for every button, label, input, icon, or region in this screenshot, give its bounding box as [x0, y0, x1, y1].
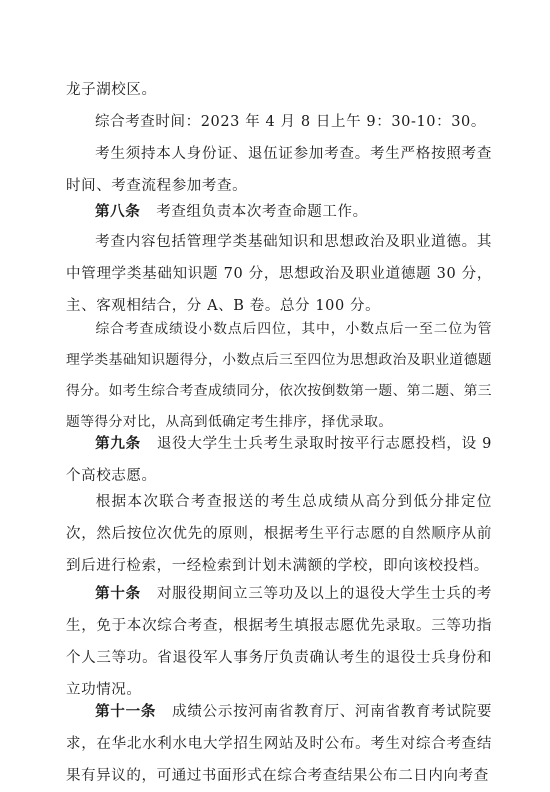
paragraph-8 — [66, 486, 492, 582]
paragraph-2 — [66, 106, 492, 138]
paragraph-3 — [66, 138, 492, 202]
paragraph-text: 成绩公示按河南省教育厅、河南省教育考试院要求，在华北水利水电大学招生网站及时公布。考生对综合考查结果有异议的，可通过书面形式在综合考查结果公布二日内向考查 — [66, 704, 492, 784]
article-heading: 第八条 — [95, 204, 141, 220]
paragraph-7 — [66, 428, 492, 492]
paragraph-text: 综合考查成绩设小数点后四位，其中，小数点后一至二位为管理学类基础知识题得分，小数点后三至四位为思想政治及职业道德题得分。如考生综合考查成绩同分，依次按倒数第一题、第二题、第三题等得分对比，从高到低确定考生排序，择优录取。 — [66, 321, 492, 430]
paragraph-9 — [66, 578, 492, 706]
article-heading: 第十条 — [95, 586, 141, 602]
paragraph-text: 对服役期间立三等功及以上的退役大学生士兵的考生，免于本次综合考查，根据考生填报志愿优先录取。三等功指个人三等功。省退役军人事务厅负责确认考生的退役士兵身份和立功情况。 — [66, 586, 492, 698]
paragraph-text: 根据本次联合考查报送的考生总成绩从高分到低分排定位次，然后按位次优先的原则，根据考生平行志愿的自然顺序从前到后进行检索，一经检索到计划未满额的学校，即向该校投档。 — [66, 494, 492, 574]
paragraph-text: 考生须持本人身份证、退伍证参加考查。考生严格按照考查时间、考查流程参加考查。 — [66, 146, 492, 194]
paragraph-6 — [66, 314, 492, 438]
paragraph-text: 龙子湖校区。 — [66, 82, 157, 98]
article-heading: 第九条 — [95, 436, 141, 452]
paragraph-text: 综合考查时间：2023 年 4 月 8 日上午 9：30-10：30。 — [95, 114, 486, 130]
paragraph-text: 退役大学生士兵考生录取时按平行志愿投档，设 9 个高校志愿。 — [66, 436, 492, 484]
paragraph-5 — [66, 226, 492, 322]
paragraph-text: 考查组负责本次考查命题工作。 — [156, 204, 368, 220]
paragraph-10 — [66, 696, 492, 792]
paragraph-4 — [66, 196, 492, 228]
article-heading: 第十一条 — [95, 704, 157, 720]
paragraph-text: 考查内容包括管理学类基础知识和思想政治及职业道德。其中管理学类基础知识题 70 分，思想政治及职业道德题 30 分，主、客观相结合，分 A、B 卷。总分 100 分。 — [66, 234, 492, 314]
paragraph-1 — [66, 74, 492, 106]
